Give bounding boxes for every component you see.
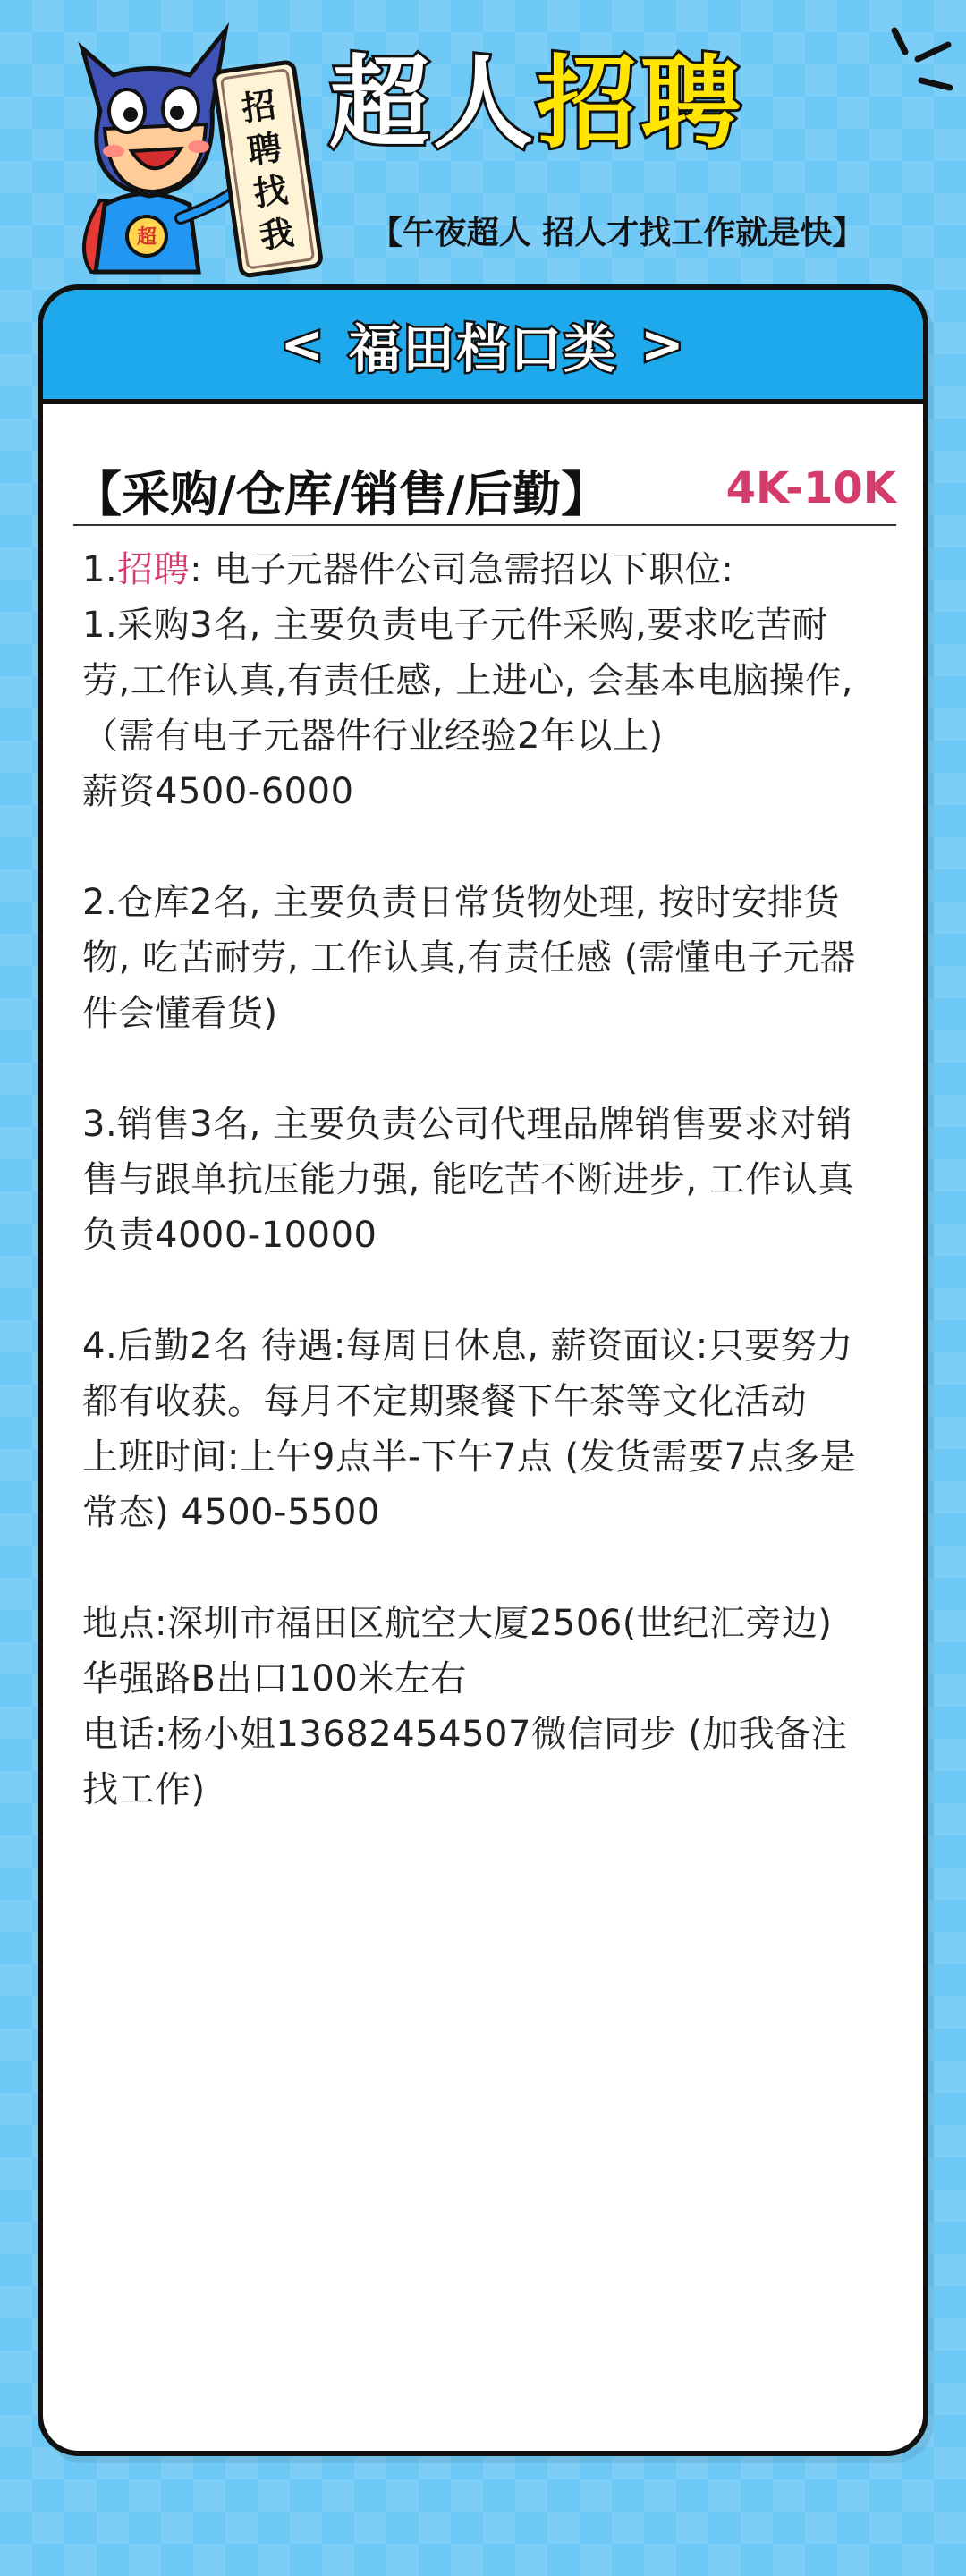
- desc-line: 4.后勤2名 待遇:每周日休息, 薪资面议:只要努力: [82, 1326, 853, 1367]
- contact-line: 找工作): [82, 1769, 206, 1810]
- page-subtitle: 【午夜超人 招人才找工作就是快】: [369, 215, 865, 251]
- desc-line: 劳,工作认真,有责任感, 上进心, 会基本电脑操作,: [82, 660, 854, 701]
- address-line: 地点:深圳市福田区航空大厦2506(世纪汇旁边): [82, 1603, 833, 1644]
- desc-line: 2.仓库2名, 主要负责日常货物处理, 按时安排货: [82, 882, 840, 923]
- title-part-1: 超人: [329, 46, 537, 162]
- desc-line: 负责4000-10000: [82, 1215, 377, 1256]
- job-description: [82, 542, 914, 1818]
- job-heading: [73, 451, 896, 526]
- superhero-mascot: [64, 13, 324, 281]
- category-header: [43, 290, 923, 404]
- chevron-left-icon[interactable]: <: [280, 314, 326, 375]
- address-line: 华强路B出口100米左右: [82, 1658, 467, 1699]
- spark-lines-icon: [886, 21, 957, 102]
- sign-char-4: 我: [257, 212, 297, 257]
- sign-char-1: 招: [239, 85, 279, 129]
- title-part-2: 招聘: [537, 46, 744, 162]
- desc-line: 1.采购3名, 主要负责电子元件采购,要求吃苦耐: [82, 605, 828, 646]
- job-title: 【采购/仓库/销售/后勤】: [73, 466, 610, 522]
- page-title: [329, 46, 744, 162]
- desc-line: 件会懂看货): [82, 993, 278, 1034]
- desc-line: （需有电子元器件行业经验2年以上): [82, 716, 664, 757]
- category-title: 福田档口类: [348, 318, 617, 379]
- recruit-keyword: 招聘: [117, 549, 191, 590]
- chevron-right-icon[interactable]: >: [640, 314, 686, 375]
- sign-char-2: 聘: [245, 127, 284, 172]
- desc-line: 常态) 4500-5500: [82, 1492, 380, 1533]
- desc-line: 都有收获。每月不定期聚餐下午茶等文化活动: [82, 1381, 807, 1422]
- mascot-badge: 超: [136, 226, 157, 249]
- job-card: [38, 284, 928, 2456]
- sign-char-3: 找: [250, 170, 291, 215]
- salary-range: 4K-10K: [725, 463, 896, 513]
- desc-line: 上班时间:上午9点半-下午7点 (发货需要7点多是: [82, 1436, 857, 1478]
- desc-line: 物, 吃苦耐劳, 工作认真,有责任感 (需懂电子元器: [82, 937, 856, 979]
- desc-line: 3.销售3名, 主要负责公司代理品牌销售要求对销: [82, 1104, 853, 1145]
- intro-line: 1.招聘: 电子元器件公司急需招以下职位:: [82, 549, 734, 590]
- desc-line: 薪资4500-6000: [82, 771, 354, 812]
- contact-line: 电话:杨小姐13682454507微信同步 (加我备注: [82, 1714, 848, 1755]
- desc-line: 售与跟单抗压能力强, 能吃苦不断进步, 工作认真: [82, 1159, 854, 1200]
